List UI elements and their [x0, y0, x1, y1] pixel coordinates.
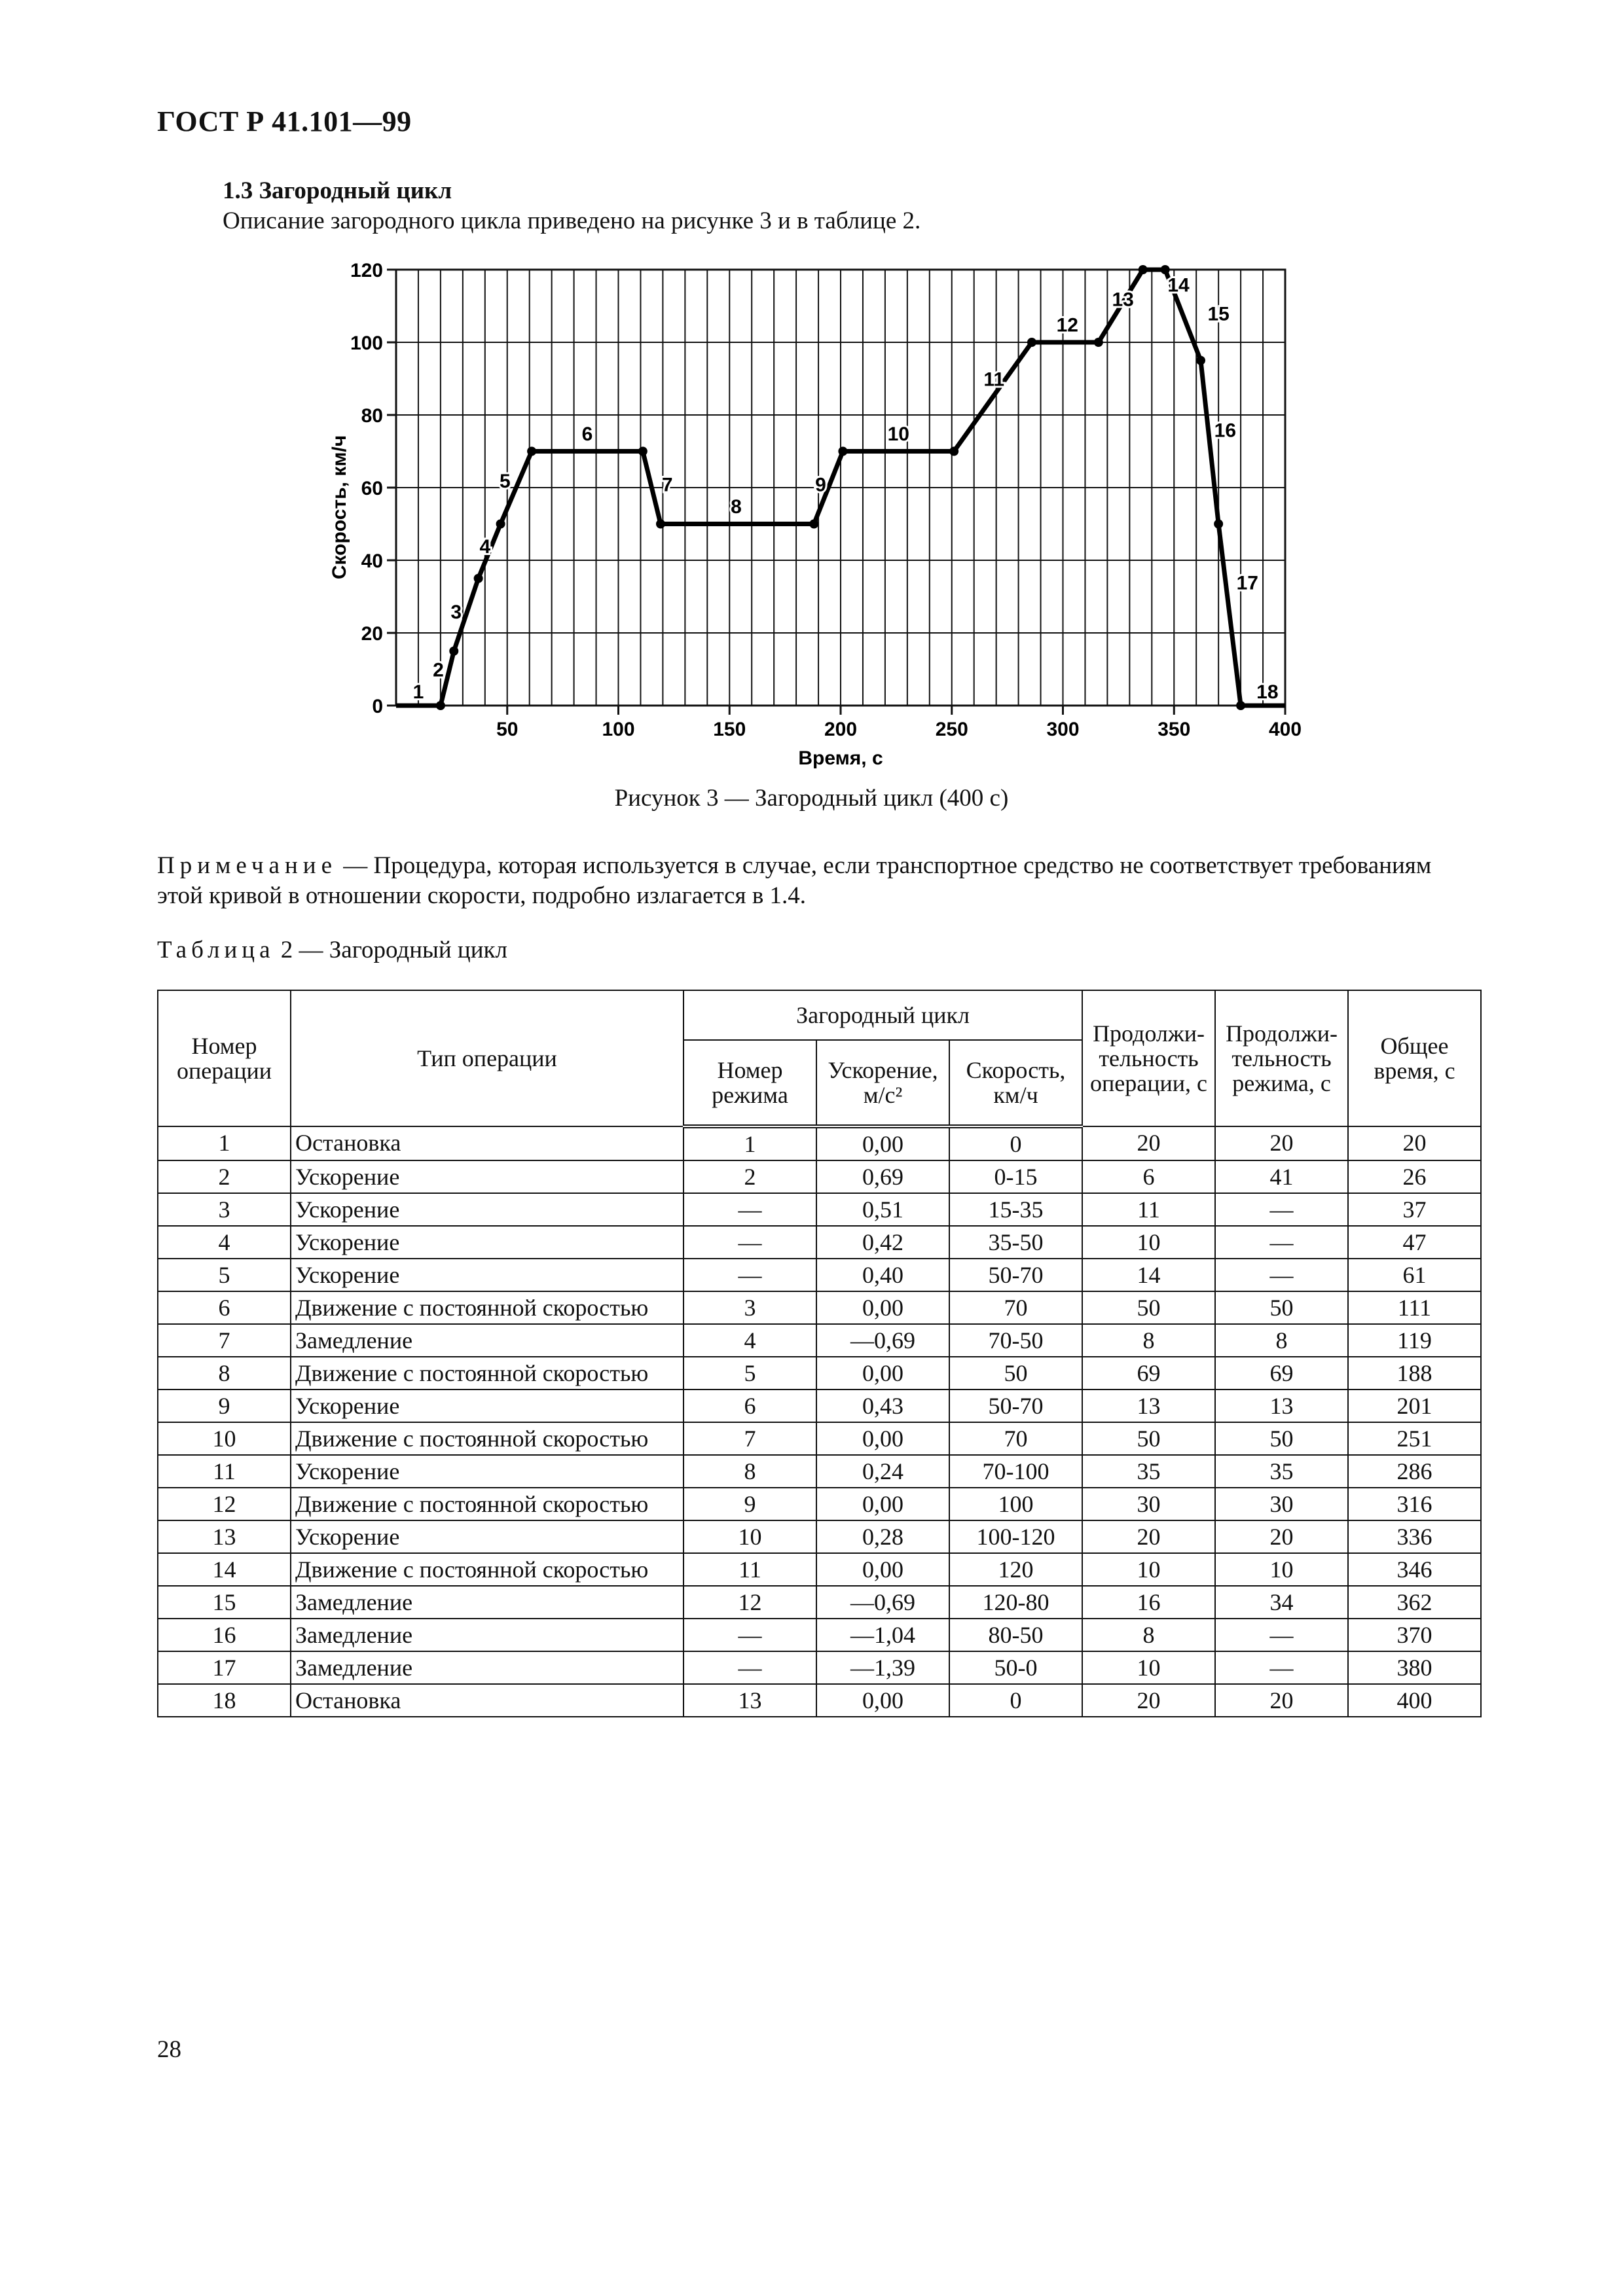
table-row	[158, 1586, 1481, 1619]
table-cell: 47	[1348, 1226, 1481, 1259]
header-accel: Ускорение, м/с²	[816, 1040, 949, 1126]
table-cell: 10	[1082, 1651, 1215, 1684]
table-cell: 61	[1348, 1259, 1481, 1291]
table-cell: 5	[684, 1357, 816, 1390]
table-cell: Ускорение	[291, 1259, 684, 1291]
segment-label: 5	[500, 471, 511, 492]
header-speed: Скорость, км/ч	[949, 1040, 1082, 1126]
table-cell: Замедление	[291, 1619, 684, 1651]
table-row	[158, 1651, 1481, 1684]
table-cell: 12	[158, 1488, 291, 1520]
table-cell: 120-80	[949, 1586, 1082, 1619]
table-cell: 9	[684, 1488, 816, 1520]
x-tick-label: 400	[1268, 719, 1302, 740]
table-cell: 8	[1082, 1324, 1215, 1357]
table-cell: 201	[1348, 1390, 1481, 1422]
table-cell: Остановка	[291, 1126, 684, 1160]
table-cell: 0,00	[816, 1126, 949, 1160]
x-tick-label: 150	[713, 719, 746, 740]
data-point-marker	[809, 520, 818, 529]
table-cell: 20	[1215, 1684, 1348, 1717]
table-title	[157, 936, 507, 964]
table-row	[158, 1619, 1481, 1651]
table-cell: 41	[1215, 1160, 1348, 1193]
table-row	[158, 1488, 1481, 1520]
table-cell: 10	[158, 1422, 291, 1455]
x-tick-label: 200	[824, 719, 858, 740]
table-cell: 0,24	[816, 1455, 949, 1488]
table-cell: 0	[949, 1684, 1082, 1717]
header-cycle-group: Загородный цикл	[684, 990, 1082, 1040]
table-cell: 50	[1082, 1422, 1215, 1455]
table-cell: 0,69	[816, 1160, 949, 1193]
table-cell: Движение с постоянной скоростью	[291, 1488, 684, 1520]
table-cell: 100-120	[949, 1520, 1082, 1553]
data-point-marker	[1236, 701, 1245, 710]
table-cell: —	[684, 1193, 816, 1226]
table-cell: 9	[158, 1390, 291, 1422]
table-row	[158, 1126, 1481, 1160]
table-cell: —	[1215, 1651, 1348, 1684]
table-cell: 316	[1348, 1488, 1481, 1520]
table-title-rest: 2 — Загородный цикл	[274, 937, 507, 963]
table-row	[158, 1226, 1481, 1259]
data-point-marker	[1161, 265, 1170, 274]
table-cell: 8	[158, 1357, 291, 1390]
segment-label: 6	[581, 423, 593, 445]
table-cell: 7	[684, 1422, 816, 1455]
table-cell: 7	[158, 1324, 291, 1357]
segment-label: 9	[815, 474, 826, 496]
table-cell: 35	[1082, 1455, 1215, 1488]
table-cell: 69	[1082, 1357, 1215, 1390]
table-cell: 0-15	[949, 1160, 1082, 1193]
table-cell: 70-50	[949, 1324, 1082, 1357]
table-cell: 30	[1215, 1488, 1348, 1520]
table-cell: Ускорение	[291, 1193, 684, 1226]
header-total-time: Общее время, с	[1348, 990, 1481, 1126]
table-cell: 400	[1348, 1684, 1481, 1717]
segment-label: 3	[450, 601, 462, 623]
note-text: — Процедура, которая используется в случае, если транспортное средство не соответствует требованиям этой кривой в отношении скорости, подробно излагается в 1.4.	[157, 852, 1432, 909]
x-tick-label: 350	[1158, 719, 1191, 740]
data-point-marker	[1214, 520, 1223, 529]
table-cell: Движение с постоянной скоростью	[291, 1291, 684, 1324]
table-cell: Движение с постоянной скоростью	[291, 1422, 684, 1455]
segment-label: 4	[479, 535, 491, 558]
table-cell: —	[1215, 1193, 1348, 1226]
table-cell: Ускорение	[291, 1520, 684, 1553]
table-cell: 251	[1348, 1422, 1481, 1455]
table-cell: 11	[1082, 1193, 1215, 1226]
segment-label: 11	[983, 368, 1005, 391]
table-cell: 13	[158, 1520, 291, 1553]
section-description: Описание загородного цикла приведено на рисунке 3 и в таблице 2.	[223, 207, 921, 234]
table-cell: 10	[1082, 1553, 1215, 1586]
table-cell: 20	[1215, 1520, 1348, 1553]
table-cell: 50-0	[949, 1651, 1082, 1684]
data-point-marker	[527, 447, 536, 456]
table-cell: 30	[1082, 1488, 1215, 1520]
table-cell: Ускорение	[291, 1390, 684, 1422]
x-tick-label: 100	[602, 719, 635, 740]
table-cell: —1,39	[816, 1651, 949, 1684]
table-cell: 80-50	[949, 1619, 1082, 1651]
table-cell: Остановка	[291, 1684, 684, 1717]
table-cell: 50	[1215, 1291, 1348, 1324]
table-cell: 5	[158, 1259, 291, 1291]
document-header: ГОСТ Р 41.101—99	[157, 105, 412, 137]
table-row	[158, 1553, 1481, 1586]
table-cell: 13	[684, 1684, 816, 1717]
table-cell: Замедление	[291, 1324, 684, 1357]
table-cell: 15	[158, 1586, 291, 1619]
segment-label: 1	[412, 681, 424, 703]
table-cell: 17	[158, 1651, 291, 1684]
table-cell: 100	[949, 1488, 1082, 1520]
table-cell: 346	[1348, 1553, 1481, 1586]
segment-label: 2	[433, 659, 444, 681]
table-cell: Замедление	[291, 1651, 684, 1684]
data-point-marker	[449, 647, 458, 656]
header-mode-number: Номер режима	[684, 1040, 816, 1126]
segment-label: 7	[661, 474, 673, 496]
data-point-marker	[638, 447, 647, 456]
table-row	[158, 1324, 1481, 1357]
header-op-type: Тип операции	[291, 990, 684, 1126]
table-cell: 20	[1215, 1126, 1348, 1160]
table-row	[158, 1259, 1481, 1291]
data-point-marker	[656, 520, 665, 529]
table-row	[158, 1390, 1481, 1422]
table-cell: 14	[158, 1553, 291, 1586]
table-cell: 13	[1215, 1390, 1348, 1422]
table-cell: 11	[684, 1553, 816, 1586]
table-cell: 3	[684, 1291, 816, 1324]
table-cell: 0,00	[816, 1357, 949, 1390]
table-cell: 3	[158, 1193, 291, 1226]
table-cell: 0,00	[816, 1684, 949, 1717]
table-cell: 12	[684, 1586, 816, 1619]
table-cell: Движение с постоянной скоростью	[291, 1553, 684, 1586]
data-point-marker	[1027, 338, 1036, 347]
table-cell: 120	[949, 1553, 1082, 1586]
table-cell: 8	[1082, 1619, 1215, 1651]
table-cell: 370	[1348, 1619, 1481, 1651]
table-cell: 1	[684, 1126, 816, 1160]
y-axis-label: Скорость, км/ч	[329, 435, 350, 580]
page-number: 28	[157, 2036, 181, 2063]
y-tick-label: 60	[361, 478, 383, 499]
table-cell: 0,00	[816, 1422, 949, 1455]
data-point-marker	[838, 447, 847, 456]
table-cell: 0,00	[816, 1488, 949, 1520]
x-tick-label: 250	[935, 719, 968, 740]
segment-label: 10	[887, 423, 909, 445]
segment-label: 14	[1167, 274, 1190, 296]
x-axis-label: Время, с	[798, 747, 883, 769]
segment-label: 15	[1207, 303, 1230, 325]
table-cell: 2	[684, 1160, 816, 1193]
table-cell: 0,28	[816, 1520, 949, 1553]
table-cell: 20	[1082, 1684, 1215, 1717]
table-cell: 0,42	[816, 1226, 949, 1259]
table-cell: 50-70	[949, 1390, 1082, 1422]
table-cell: 13	[1082, 1390, 1215, 1422]
table-cell: —	[1215, 1259, 1348, 1291]
table-cell: 10	[1082, 1226, 1215, 1259]
table-cell: —	[684, 1259, 816, 1291]
table-row	[158, 1357, 1481, 1390]
header-op-duration: Продолжи-тельность операции, с	[1082, 990, 1215, 1126]
data-point-marker	[949, 447, 958, 456]
table-cell: 111	[1348, 1291, 1481, 1324]
table-cell: —1,04	[816, 1619, 949, 1651]
table-row	[158, 1684, 1481, 1717]
table-cell: 0,43	[816, 1390, 949, 1422]
segment-label: 18	[1256, 681, 1279, 703]
table-cell: 6	[1082, 1160, 1215, 1193]
table-row	[158, 1193, 1481, 1226]
table-cell: —	[684, 1651, 816, 1684]
table-cell: 10	[684, 1520, 816, 1553]
table-cell: 119	[1348, 1324, 1481, 1357]
table-cell: 70-100	[949, 1455, 1082, 1488]
segment-label: 17	[1236, 572, 1258, 594]
table-cell: 0,00	[816, 1553, 949, 1586]
table-cell: 6	[158, 1291, 291, 1324]
figure-caption: Рисунок 3 — Загородный цикл (400 с)	[614, 785, 1009, 812]
table-cell: 50	[1082, 1291, 1215, 1324]
segment-label: 16	[1214, 420, 1237, 442]
data-point-marker	[1196, 356, 1205, 365]
table-cell: 11	[158, 1455, 291, 1488]
table-cell: 26	[1348, 1160, 1481, 1193]
table-cell: Ускорение	[291, 1160, 684, 1193]
table-cell: 50-70	[949, 1259, 1082, 1291]
table-cell: 4	[684, 1324, 816, 1357]
table-cell: 69	[1215, 1357, 1348, 1390]
x-tick-label: 50	[496, 719, 519, 740]
table-cell: 15-35	[949, 1193, 1082, 1226]
table-row	[158, 1291, 1481, 1324]
table-cell: 336	[1348, 1520, 1481, 1553]
segment-label: 8	[731, 495, 742, 518]
note	[157, 851, 1467, 911]
table-cell: 0	[949, 1126, 1082, 1160]
note-lead: Примечание	[157, 852, 337, 879]
data-point-marker	[496, 520, 505, 529]
table-cell: 20	[1082, 1520, 1215, 1553]
table-cell: 16	[158, 1619, 291, 1651]
header-op-number: Номер операции	[158, 990, 291, 1126]
table-cell: 70	[949, 1422, 1082, 1455]
table-cell: Ускорение	[291, 1455, 684, 1488]
table-row	[158, 1455, 1481, 1488]
y-tick-label: 120	[350, 260, 383, 281]
data-point-marker	[1094, 338, 1103, 347]
y-tick-label: 100	[350, 332, 383, 354]
operations-table	[157, 990, 1482, 1717]
data-point-marker	[1139, 265, 1148, 274]
table-title-lead: Таблица	[157, 937, 275, 963]
segment-label: 13	[1112, 289, 1134, 311]
table-cell: 50	[1215, 1422, 1348, 1455]
table-cell: 20	[1348, 1126, 1481, 1160]
y-tick-label: 0	[372, 696, 383, 717]
segment-label: 12	[1056, 314, 1078, 336]
table-cell: 0,51	[816, 1193, 949, 1226]
y-tick-label: 40	[361, 550, 383, 572]
y-tick-label: 20	[361, 623, 383, 645]
data-point-marker	[436, 701, 445, 710]
table-cell: 380	[1348, 1651, 1481, 1684]
table-cell: —	[1215, 1619, 1348, 1651]
table-cell: 8	[684, 1455, 816, 1488]
table-cell: 35	[1215, 1455, 1348, 1488]
table-cell: —	[684, 1619, 816, 1651]
table-cell: 70	[949, 1291, 1082, 1324]
table-row	[158, 1160, 1481, 1193]
table-cell: 20	[1082, 1126, 1215, 1160]
table-cell: 4	[158, 1226, 291, 1259]
section-title: 1.3 Загородный цикл	[223, 177, 452, 204]
table-cell: —0,69	[816, 1586, 949, 1619]
table-cell: 362	[1348, 1586, 1481, 1619]
table-row	[158, 1520, 1481, 1553]
table-cell: —	[684, 1226, 816, 1259]
table-cell: 6	[684, 1390, 816, 1422]
table-cell: 34	[1215, 1586, 1348, 1619]
table-cell: 16	[1082, 1586, 1215, 1619]
table-cell: 1	[158, 1126, 291, 1160]
table-cell: 37	[1348, 1193, 1481, 1226]
speed-time-chart	[0, 0, 1623, 785]
table-cell: 2	[158, 1160, 291, 1193]
header-mode-duration: Продолжи-тельность режима, с	[1215, 990, 1348, 1126]
table-cell: 14	[1082, 1259, 1215, 1291]
table-cell: 188	[1348, 1357, 1481, 1390]
table-cell: 35-50	[949, 1226, 1082, 1259]
data-point-marker	[474, 574, 483, 583]
table-cell: Замедление	[291, 1586, 684, 1619]
table-cell: 10	[1215, 1553, 1348, 1586]
table-cell: 286	[1348, 1455, 1481, 1488]
table-cell: 50	[949, 1357, 1082, 1390]
table-cell: —	[1215, 1226, 1348, 1259]
table-row	[158, 1422, 1481, 1455]
table-cell: 8	[1215, 1324, 1348, 1357]
x-tick-label: 300	[1046, 719, 1080, 740]
table-cell: 0,00	[816, 1291, 949, 1324]
table-cell: 18	[158, 1684, 291, 1717]
table-cell: Ускорение	[291, 1226, 684, 1259]
table-cell: 0,40	[816, 1259, 949, 1291]
y-tick-label: 80	[361, 405, 383, 427]
table-cell: —0,69	[816, 1324, 949, 1357]
table-cell: Движение с постоянной скоростью	[291, 1357, 684, 1390]
